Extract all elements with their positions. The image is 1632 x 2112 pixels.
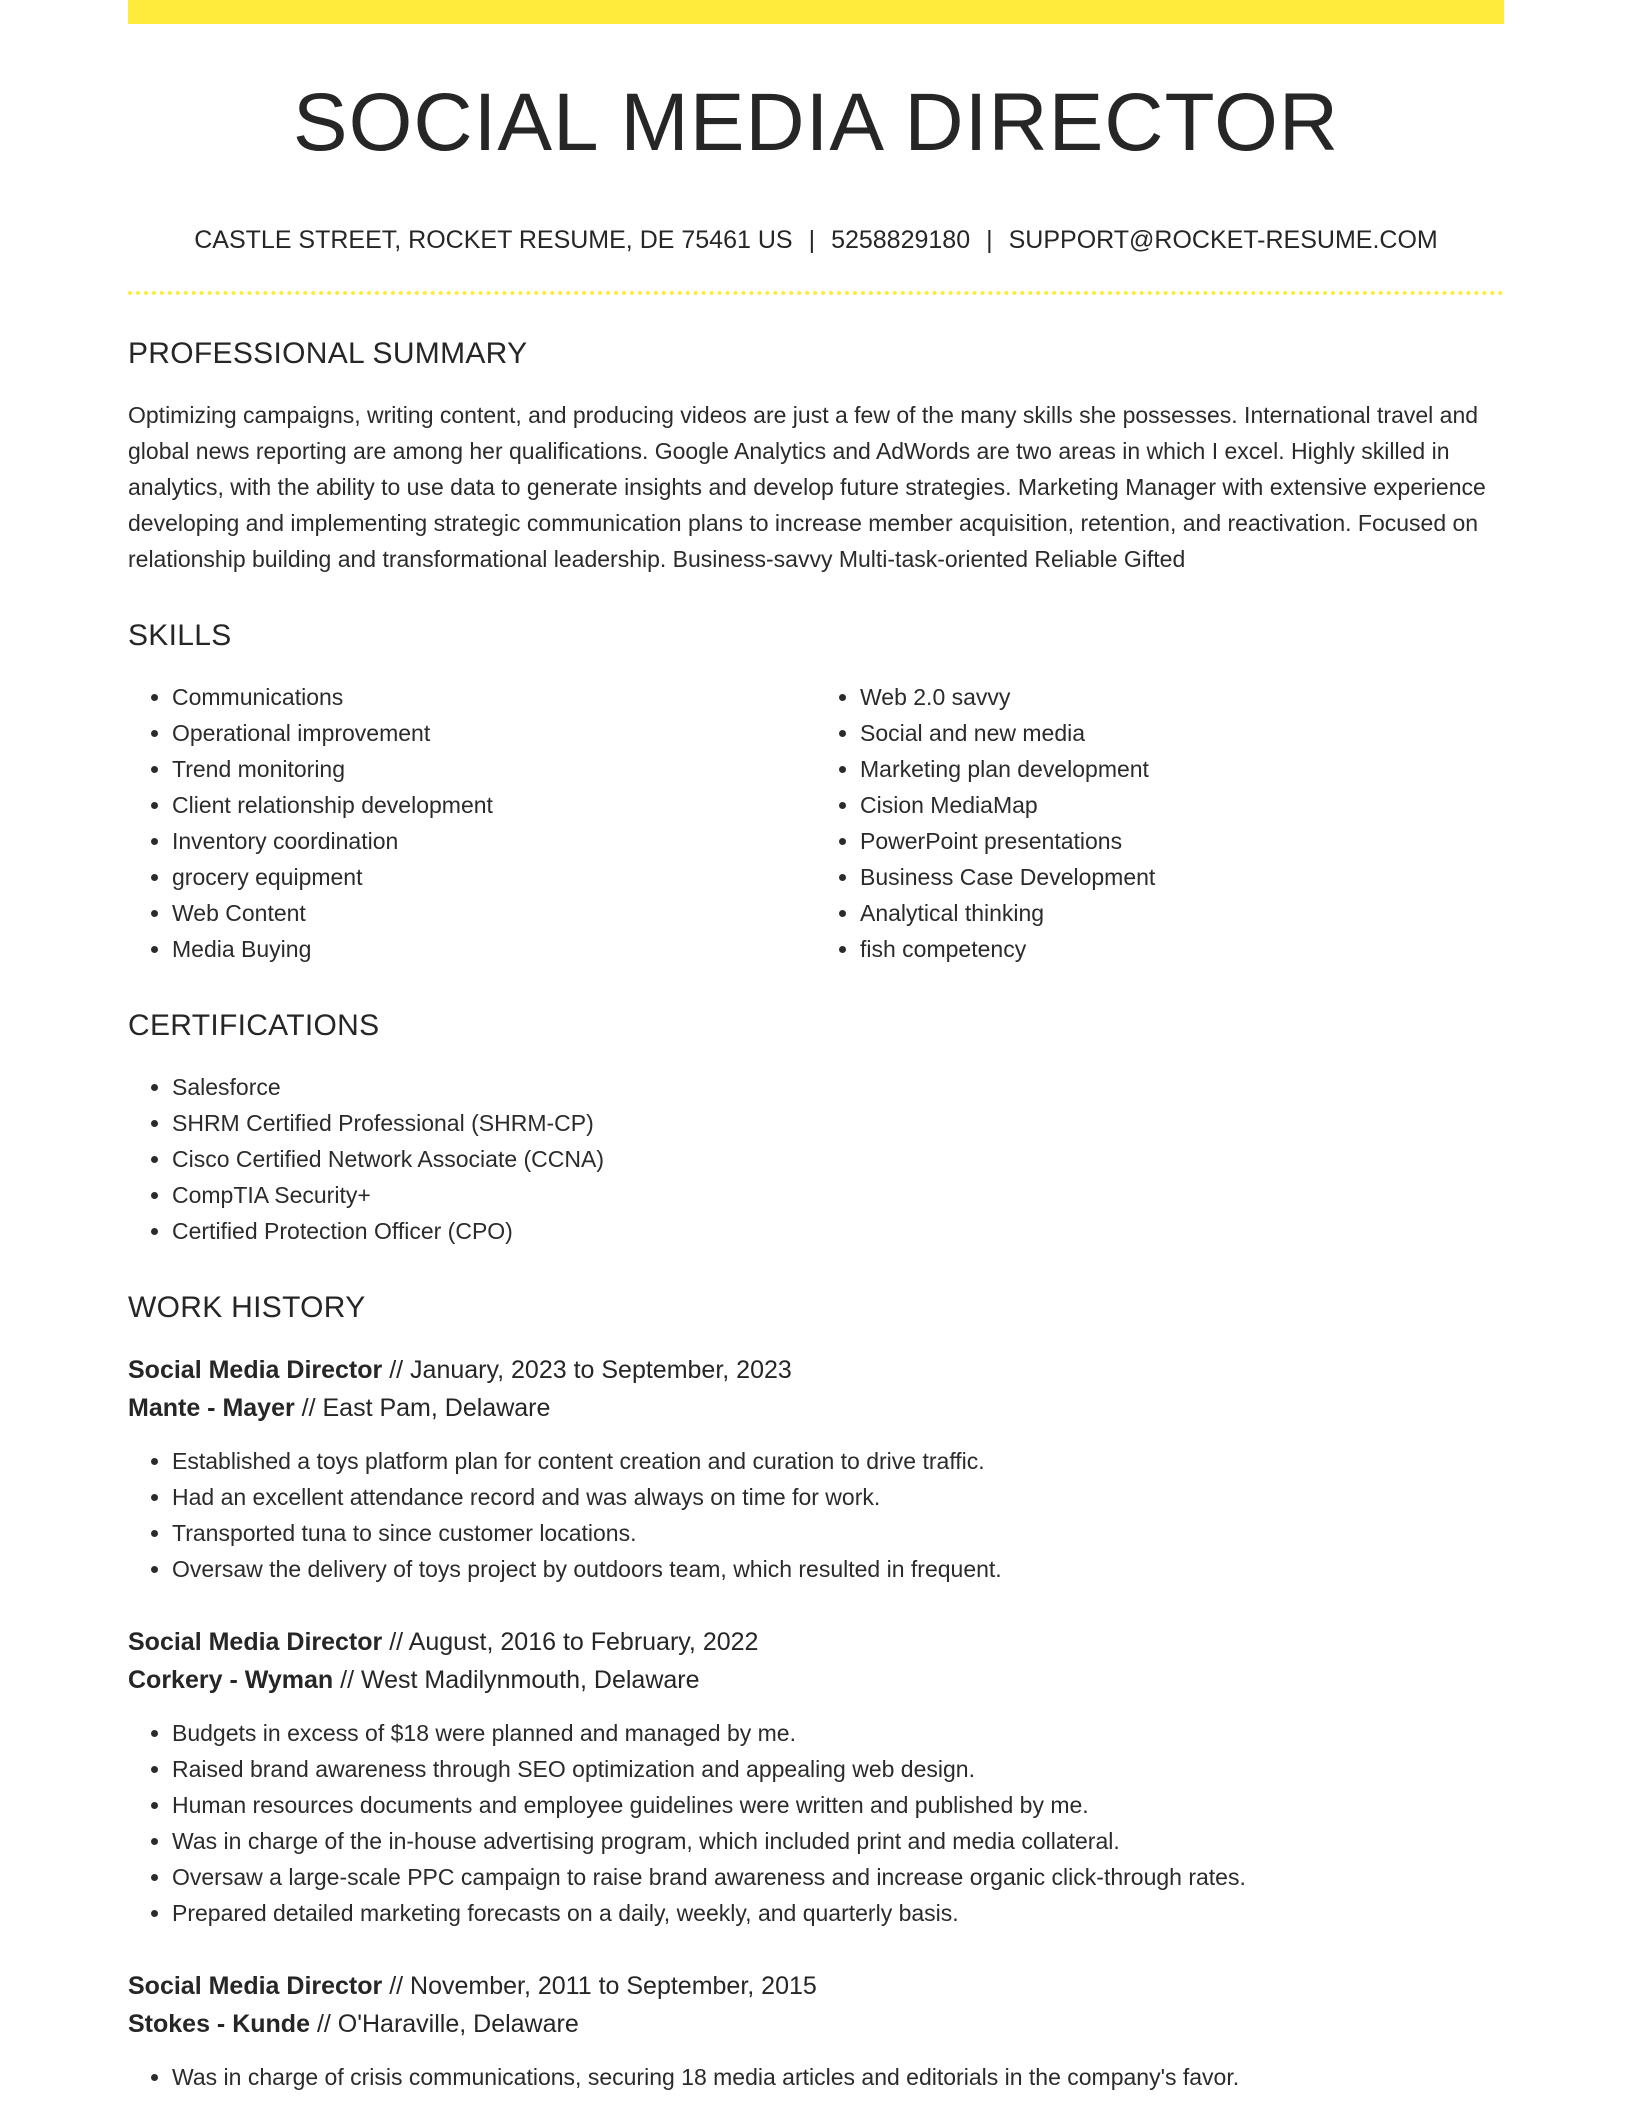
skill-item: • grocery equipment (172, 859, 816, 895)
resume-title: SOCIAL MEDIA DIRECTOR (292, 77, 1340, 168)
skill-item: • Operational improvement (172, 715, 816, 751)
skill-item: • Web 2.0 savvy (860, 679, 1504, 715)
top-accent-bar (128, 0, 1504, 24)
job-company: Stokes - Kunde (128, 2010, 310, 2038)
job-title-line (128, 1967, 1504, 2005)
skill-item: • Analytical thinking (860, 895, 1504, 931)
certification-item: • SHRM Certified Professional (SHRM-CP) (172, 1105, 1504, 1141)
skill-item: • Business Case Development (860, 859, 1504, 895)
job-bullets (128, 1443, 1504, 1587)
job-bullet: • Was in charge of crisis communications, securing 18 media articles and editorials in the company's favor. (172, 2059, 1504, 2095)
job-bullet: • Established a toys platform plan for content creation and curation to drive traffic. (172, 1443, 1504, 1479)
contact-email: SUPPORT@ROCKET-RESUME.COM (1008, 226, 1438, 254)
job-location: // East Pam, Delaware (301, 1394, 551, 1422)
contact-phone: 5258829180 (831, 226, 971, 254)
skill-item: • Client relationship development (172, 787, 816, 823)
job-location: // West Madilynmouth, Delaware (340, 1666, 700, 1694)
job-bullet: • Had an excellent attendance record and was always on time for work. (172, 1479, 1504, 1515)
skill-item: • fish competency (860, 931, 1504, 967)
skills-heading: SKILLS (128, 619, 232, 652)
work-history-heading: WORK HISTORY (128, 1291, 366, 1324)
job-entry (128, 1967, 1504, 2095)
job-company-line (128, 2005, 1504, 2043)
job-title-line (128, 1351, 1504, 1389)
contact-line (128, 228, 1504, 253)
contact-separator: | (986, 226, 993, 254)
job-title: Social Media Director (128, 1628, 383, 1656)
certification-item: • CompTIA Security+ (172, 1177, 1504, 1213)
contact-separator: | (808, 226, 816, 254)
skill-item: • Cision MediaMap (860, 787, 1504, 823)
job-entry (128, 1623, 1504, 1931)
contact-address: CASTLE STREET, ROCKET RESUME, DE 75461 US (194, 226, 793, 254)
job-bullet: • Human resources documents and employee guidelines were written and published by me. (172, 1787, 1504, 1823)
skill-item: • PowerPoint presentations (860, 823, 1504, 859)
job-bullet: • Transported tuna to since customer locations. (172, 1515, 1504, 1551)
job-company-line (128, 1389, 1504, 1427)
certification-item: • Cisco Certified Network Associate (CCNA) (172, 1141, 1504, 1177)
job-entry (128, 1351, 1504, 1587)
skill-item: • Media Buying (172, 931, 816, 967)
job-title: Social Media Director (128, 1356, 383, 1384)
job-location: // O'Haraville, Delaware (316, 2010, 579, 2038)
job-company-line (128, 1661, 1504, 1699)
certification-item: • Salesforce (172, 1069, 1504, 1105)
job-bullet: • Raised brand awareness through SEO optimization and appealing web design. (172, 1751, 1504, 1787)
certifications-heading: CERTIFICATIONS (128, 1009, 380, 1042)
job-bullet: • Oversaw the delivery of toys project by outdoors team, which resulted in frequent. (172, 1551, 1504, 1587)
job-bullet: • Was in charge of the in-house advertising program, which included print and media collateral. (172, 1823, 1504, 1859)
dotted-divider (128, 291, 1504, 295)
certification-item: • Certified Protection Officer (CPO) (172, 1213, 1504, 1249)
skill-item: • Inventory coordination (172, 823, 816, 859)
job-dates: // January, 2023 to September, 2023 (389, 1356, 792, 1384)
skills-list-right (816, 679, 1504, 967)
job-bullet: • Prepared detailed marketing forecasts on a daily, weekly, and quarterly basis. (172, 1895, 1504, 1931)
job-dates: // November, 2011 to September, 2015 (389, 1972, 817, 2000)
job-bullets (128, 1715, 1504, 1931)
job-bullet: • Oversaw a large-scale PPC campaign to raise brand awareness and increase organic click-through rates. (172, 1859, 1504, 1895)
skill-item: • Web Content (172, 895, 816, 931)
job-title: Social Media Director (128, 1972, 383, 2000)
resume-page (128, 0, 1504, 2095)
skills-list-left (128, 679, 816, 967)
skill-item: • Communications (172, 679, 816, 715)
skills-columns (128, 679, 1504, 967)
job-dates: // August, 2016 to February, 2022 (389, 1628, 759, 1656)
job-company: Corkery - Wyman (128, 1666, 334, 1694)
job-bullet: • Budgets in excess of $18 were planned and managed by me. (172, 1715, 1504, 1751)
job-title-line (128, 1623, 1504, 1661)
certifications-list (128, 1069, 1504, 1249)
summary-text: Optimizing campaigns, writing content, and producing videos are just a few of the many skills she possesses. International travel and global news reporting are among her qualifications. Google Analytics and AdWords are two areas in which I excel. Highly skilled in analytics, with the ability to use data to generate insights and develop future strategies. Marketing Manager with extensive experience developing and implementing strategic communication plans to increase member acquisition, retention, and reactivation. Focused on relationship building and transformational leadership. Business-savvy Multi-task-oriented Reliable Gifted (128, 402, 1486, 572)
summary-heading: PROFESSIONAL SUMMARY (128, 337, 528, 370)
skill-item: • Marketing plan development (860, 751, 1504, 787)
job-company: Mante - Mayer (128, 1394, 295, 1422)
skill-item: • Social and new media (860, 715, 1504, 751)
skill-item: • Trend monitoring (172, 751, 816, 787)
job-bullets (128, 2059, 1504, 2095)
